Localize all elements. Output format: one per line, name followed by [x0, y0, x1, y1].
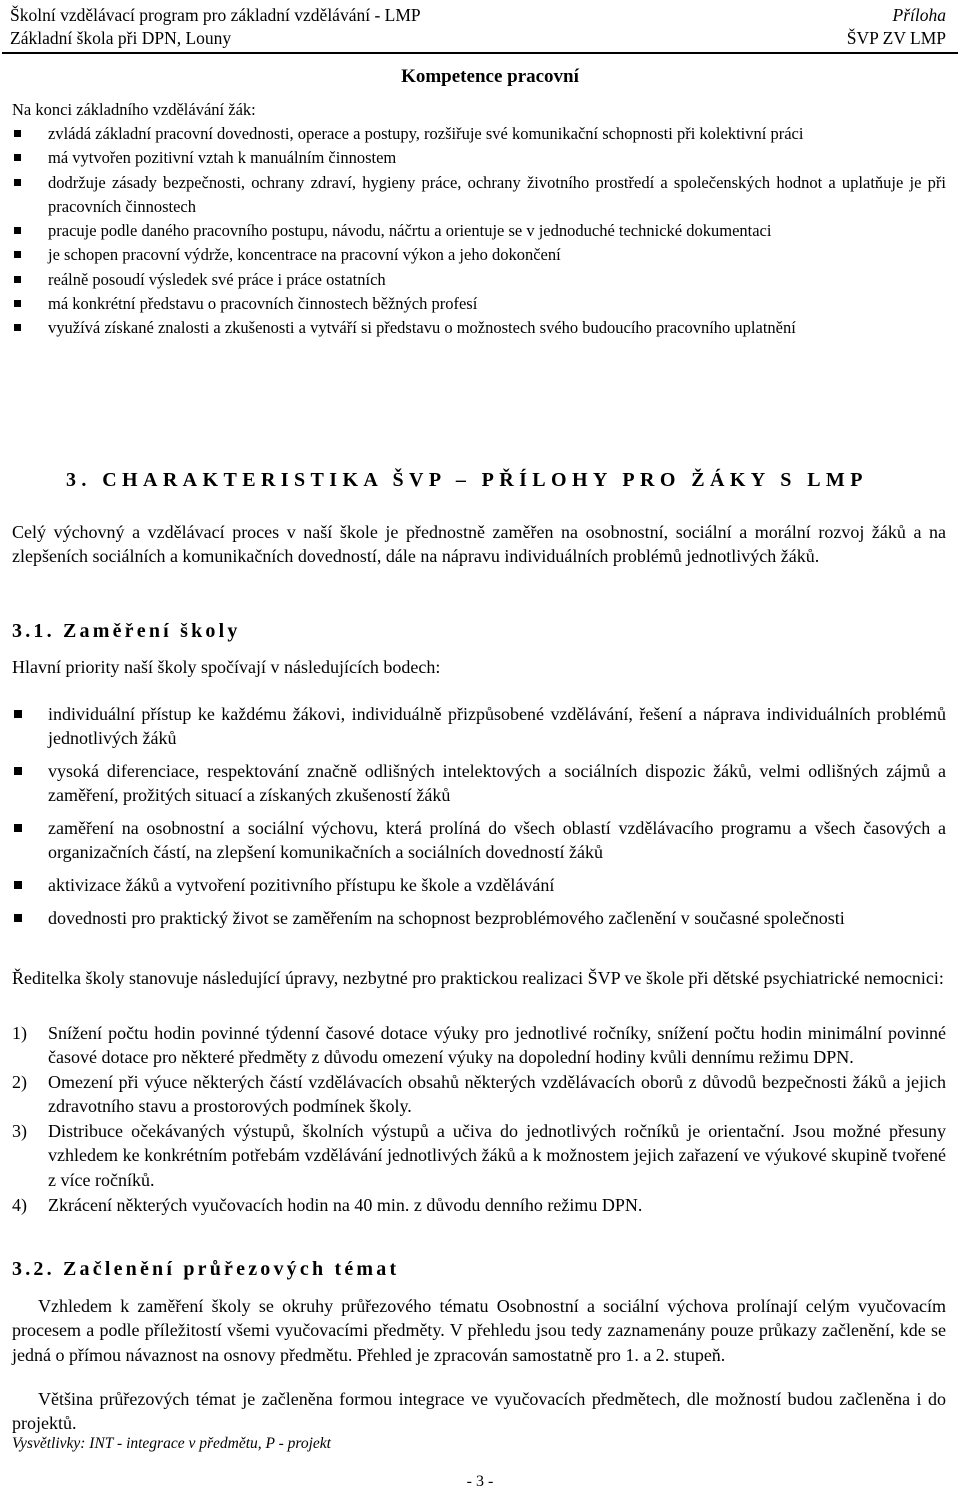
list-number: 4) [12, 1194, 27, 1215]
list-item-text: Zkrácení některých vyučovacích hodin na 40 min. z důvodu denního režimu DPN. [48, 1194, 643, 1215]
list-item [12, 1193, 946, 1217]
list-item-text: Snížení počtu hodin povinné týdenní časové dotace výuky pro jednotlivé ročníky, snížení počtu hodin minimální povinné časové dotace pro některé předměty z důvodu omezení výuky na dopolední hodiny kvůli dennímu režimu DPN. [48, 1023, 946, 1068]
list-item: využívá získané znalosti a zkušenosti a vytváří si představu o možnostech svého budoucího pracovního uplatnění [12, 316, 946, 340]
priorities-list [12, 702, 946, 939]
page-number: - 3 - [466, 1473, 494, 1490]
adjustments-list [12, 1021, 946, 1217]
competence-list [12, 122, 946, 341]
section-3-intro: Celý výchovný a vzdělávací proces v naší škole je přednostně zaměřen na osobnostní, sociální a morální rozvoj žáků a na zlepšeních sociálních a komunikačních dovedností, dále na nápravu individuálních problémů jednotlivých žáků. [12, 522, 946, 567]
list-item [12, 1119, 946, 1192]
list-item [12, 1021, 946, 1070]
list-item: je schopen pracovní výdrže, koncentrace na pracovní výkon a jeho dokončení [12, 243, 946, 267]
list-number: 2) [12, 1072, 27, 1093]
header-divider [2, 52, 958, 54]
header-school-name: Základní škola při DPN, Louny [10, 28, 232, 48]
legend-note: Vysvětlivky: INT - integrace v předmětu, P - projekt [12, 1435, 331, 1452]
list-item: zaměření na osobnostní a sociální výchovu, která prolíná do všech oblastí vzdělávacího programu a všech časových a organizačních částí, na zlepšení komunikačních a sociálních dovedností žáků [12, 816, 946, 865]
priorities-lead: Hlavní priority naší školy spočívají v následujících bodech: [12, 657, 441, 677]
list-item: pracuje podle daného pracovního postupu, návodu, náčrtu a orientuje se v jednoduché technické dokumentaci [12, 219, 946, 243]
header-document-code: ŠVP ZV LMP [846, 28, 946, 48]
list-item: dodržuje zásady bezpečnosti, ochrany zdraví, hygieny práce, ochrany životního prostředí a společenských hodnot a uplatňuje je při pracovních činnostech [12, 171, 946, 220]
list-number: 1) [12, 1023, 27, 1043]
competence-intro: Na konci základního vzdělávání žák: [12, 100, 256, 119]
list-item-text: Distribuce očekávaných výstupů, školních výstupů a učiva do jednotlivých ročníků je orientační. Jsou možné přesuny vzhledem ke konkrétním potřebám vzdělávání jednotlivých žáků a k možnostem jejich zařazení ve výukové skupině tvořené z více ročníků. [48, 1121, 946, 1190]
header-program-title: Školní vzdělávací program pro základní vzdělávání - LMP [10, 5, 421, 25]
list-item: vysoká diferenciace, respektování značně odlišných intelektových a sociálních dispozic žáků, velmi odlišných zájmů a zaměření, prožitých situací a získaných zkušeností žáků [12, 759, 946, 808]
list-item: dovednosti pro praktický život se zaměřením na schopnost bezproblémového začlenění v současné společnosti [12, 906, 946, 930]
cross-curricular-paragraph: Vzhledem k zaměření školy se okruhy průřezového tématu Osobnostní a sociální výchova prolínají celým vyučovacím procesem a podle příležitostí všemi vyučovacími předměty. V přehledu jsou tedy zaznamenány pouze průkazy začlenění, kde se jedná o přímou návaznost na osnovy předmětu. Přehled je zpracován samostatně pro 1. a 2. stupeň. [12, 1296, 946, 1365]
list-item [12, 1070, 946, 1119]
list-item: zvládá základní pracovní dovednosti, operace a postupy, rozšiřuje své komunikační schopnosti při kolektivní práci [12, 122, 946, 146]
list-number: 3) [12, 1121, 27, 1142]
integration-paragraph: Většina průřezových témat je začleněna formou integrace ve vyučovacích předmětech, dle možností budou začleněna i do projektů. [12, 1389, 946, 1434]
list-item: individuální přístup ke každému žákovi, individuálně přizpůsobené vzdělávání, řešení a náprava individuálních problémů jednotlivých žáků [12, 702, 946, 751]
list-item: má konkrétní představu o pracovních činnostech běžných profesí [12, 292, 946, 316]
competence-title: Kompetence pracovní [401, 66, 579, 87]
header-appendix-label: Příloha [892, 5, 946, 25]
list-item-text: Omezení při výuce některých částí vzdělávacích obsahů některých vzdělávacích oborů z důvodů bezpečnosti žáků a jejich zdravotního stavu a prostorových podmínek školy. [48, 1072, 946, 1117]
page-header [10, 4, 946, 50]
list-item: má vytvořen pozitivní vztah k manuálním činnostem [12, 146, 946, 170]
director-adjustments-intro: Ředitelka školy stanovuje následující úpravy, nezbytné pro praktickou realizaci ŠVP ve škole při dětské psychiatrické nemocnici: [12, 968, 944, 988]
list-item: aktivizace žáků a vytvoření pozitivního přístupu ke škole a vzdělávání [12, 873, 946, 897]
section-3-1-heading: 3.1. Zaměření školy [12, 620, 241, 642]
section-3-2-heading: 3.2. Začlenění průřezových témat [12, 1258, 400, 1280]
list-item: reálně posoudí výsledek své práce i práce ostatních [12, 268, 946, 292]
section-3-heading: 3. CHARAKTERISTIKA ŠVP – PŘÍLOHY PRO ŽÁKY S LMP [66, 469, 868, 491]
